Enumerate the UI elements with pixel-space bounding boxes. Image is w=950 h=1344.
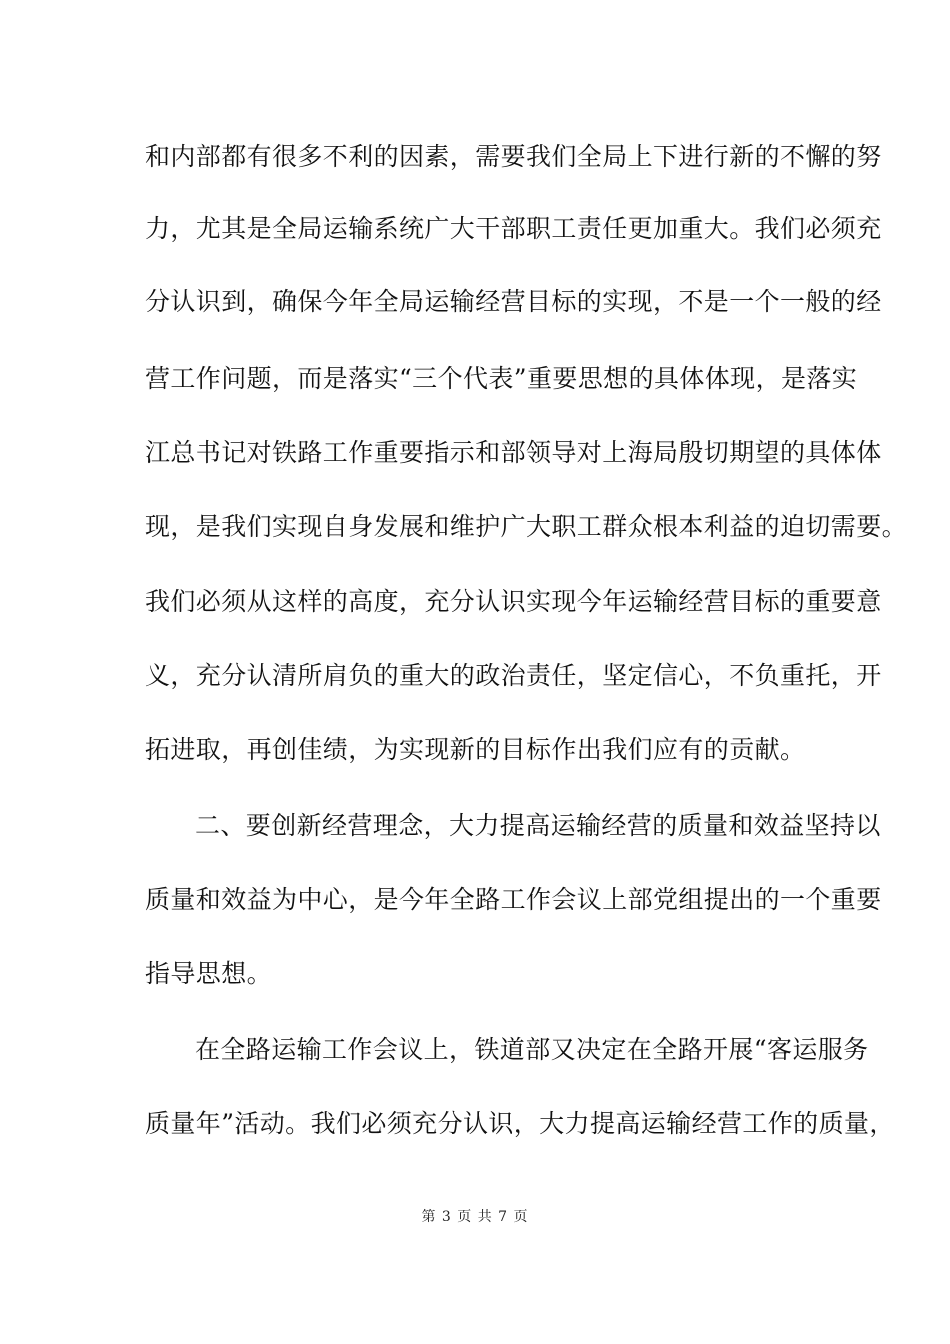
body-line-7: 我们必须从这样的高度，充分认识实现今年运输经营目标的重要意 [145, 587, 882, 616]
body-line-14: 质量年”活动。我们必须充分认识，大力提高运输经营工作的质量， [145, 1109, 895, 1138]
body-line-1: 和内部都有很多不利的因素，需要我们全局上下进行新的不懈的努 [145, 142, 882, 171]
body-line-6: 现，是我们实现自身发展和维护广大职工群众根本利益的迫切需要。 [145, 512, 908, 541]
body-line-9: 拓进取，再创佳绩，为实现新的目标作出我们应有的贡献。 [145, 735, 806, 764]
body-line-11: 质量和效益为中心，是今年全路工作会议上部党组提出的一个重要 [145, 885, 882, 914]
body-line-12: 指导思想。 [145, 959, 273, 988]
body-line-2: 力，尤其是全局运输系统广大干部职工责任更加重大。我们必须充 [145, 214, 882, 243]
body-line-5: 江总书记对铁路工作重要指示和部领导对上海局殷切期望的具体体 [145, 438, 882, 467]
body-line-3: 分认识到，确保今年全局运输经营目标的实现，不是一个一般的经 [145, 287, 882, 316]
body-line-8: 义，充分认清所肩负的重大的政治责任，坚定信心，不负重托，开 [145, 661, 882, 690]
page-number-footer: 第 3 页 共 7 页 [421, 1209, 529, 1225]
body-line-10: 二、要创新经营理念，大力提高运输经营的质量和效益坚持以 [195, 811, 881, 840]
body-line-4: 营工作问题，而是落实“三个代表”重要思想的具体体现，是落实 [145, 364, 858, 393]
body-line-13: 在全路运输工作会议上，铁道部又决定在全路开展“客运服务 [195, 1035, 869, 1064]
